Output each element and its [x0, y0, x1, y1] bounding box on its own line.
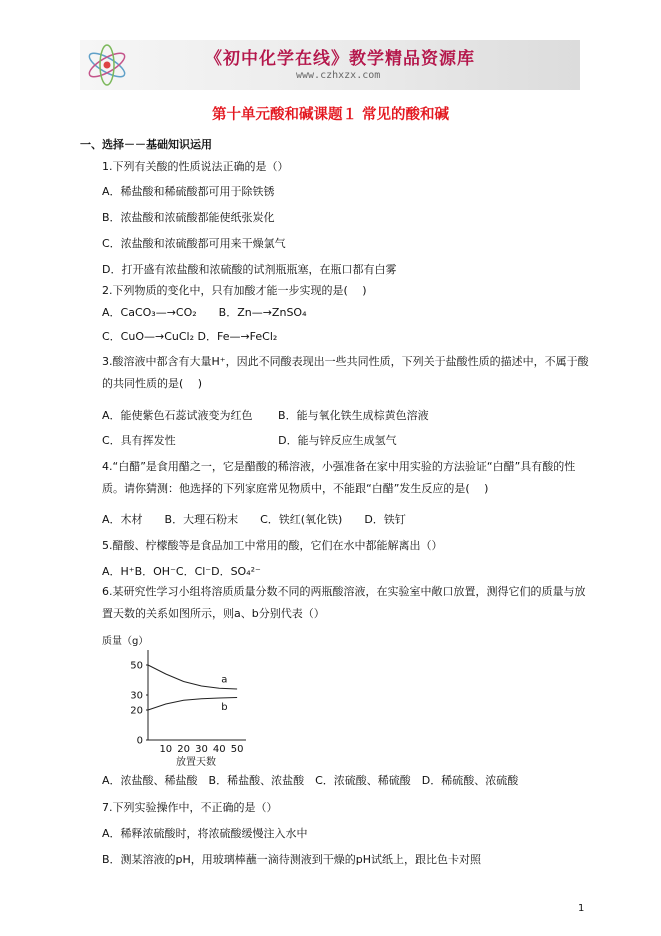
- q3-options-cd: C．具有挥发性 D．能与锌反应生成氢气: [102, 434, 397, 447]
- question-7: 7.下列实验操作中，不正确的是（）: [102, 801, 278, 814]
- q2-options-cd: C．CuO—→CuCl₂ D．Fe—→FeCl₂: [102, 330, 278, 343]
- q7-option-a: A．稀释浓硫酸时，将浓硫酸缓慢注入水中: [102, 827, 308, 840]
- question-4: 4.“白醋”是食用醋之一，它是醋酸的稀溶液，小强准备在家中用实验的方法验证“白醋”具有酸的性质。请你猜测：他选择的下列家庭常见物质中，不能跟“白醋”发生反应的是( ): [102, 460, 576, 495]
- chart-xlabel: 放置天数: [176, 757, 216, 768]
- question-3: 3.酸溶液中都含有大量H⁺，因此不同酸表现出一些共同性质，下列关于盐酸性质的描述中，不属于酸的共同性质的是( ): [102, 355, 589, 390]
- x-tick-label: 30: [195, 744, 208, 755]
- q2-options-ab: A．CaCO₃—→CO₂ B．Zn—→ZnSO₄: [102, 306, 307, 319]
- series-label-b: b: [221, 702, 228, 713]
- question-2: 2.下列物质的变化中，只有加酸才能一步实现的是( ): [102, 284, 367, 297]
- question-1: 1.下列有关酸的性质说法正确的是（）: [102, 160, 289, 173]
- page-number: 1: [578, 903, 585, 914]
- q1-option-a: A．稀盐酸和稀硫酸都可用于除铁锈: [102, 185, 275, 198]
- y-tick-label: 50: [130, 660, 143, 672]
- x-tick-label: 10: [159, 744, 173, 755]
- q7-option-b: B．测某溶液的pH，用玻璃棒蘸一滴待测液到干燥的pH试纸上，跟比色卡对照: [102, 853, 482, 866]
- y-tick-label: 0: [136, 735, 143, 747]
- q5-options: A．H⁺B．OH⁻C．Cl⁻D．SO₄²⁻: [102, 565, 261, 578]
- banner-title: 《初中化学在线》教学精品资源库: [205, 49, 475, 69]
- y-tick-label: 30: [130, 690, 143, 702]
- q1-option-b: B．浓盐酸和浓硫酸都能使纸张炭化: [102, 211, 275, 224]
- page-title: 第十单元酸和碱课题１ 常见的酸和碱: [211, 106, 450, 123]
- y-tick-label: 20: [130, 705, 143, 717]
- section-heading: 一、选择－－基础知识运用: [80, 138, 212, 151]
- question-6: 6.某研究性学习小组将溶质质量分数不同的两瓶酸溶液，在实验室中敞口放置，测得它们的质量与放置天数的关系如图所示，则a、b分别代表（）: [102, 585, 586, 620]
- atom-logo-icon: [82, 42, 132, 88]
- q6-options: A．浓盐酸、稀盐酸 B．稀盐酸、浓盐酸 C．浓硫酸、稀硫酸 D．稀硫酸、浓硫酸: [102, 774, 519, 787]
- chart-ylabel: 质量（g）: [102, 636, 149, 647]
- x-tick-label: 50: [230, 744, 244, 755]
- question-5: 5.醋酸、柠檬酸等是食品加工中常用的酸，它们在水中都能解离出（）: [102, 539, 443, 552]
- x-tick-label: 40: [212, 744, 226, 755]
- q3-options-ab: A．能使紫色石蕊试液变为红色 B．能与氧化铁生成棕黄色溶液: [102, 409, 429, 422]
- banner-url: www.czhxzx.com: [296, 70, 381, 81]
- mass-vs-days-chart: [96, 632, 256, 770]
- x-tick-label: 20: [177, 744, 191, 755]
- q4-options: A．木材 B．大理石粉末 C．铁红(氧化铁) D．铁钉: [102, 513, 406, 526]
- q1-option-d: D．打开盛有浓盐酸和浓硫酸的试剂瓶瓶塞，在瓶口都有白雾: [102, 263, 397, 276]
- q1-option-c: C．浓盐酸和浓硫酸都可用来干燥氯气: [102, 237, 286, 250]
- series-label-a: a: [221, 674, 228, 686]
